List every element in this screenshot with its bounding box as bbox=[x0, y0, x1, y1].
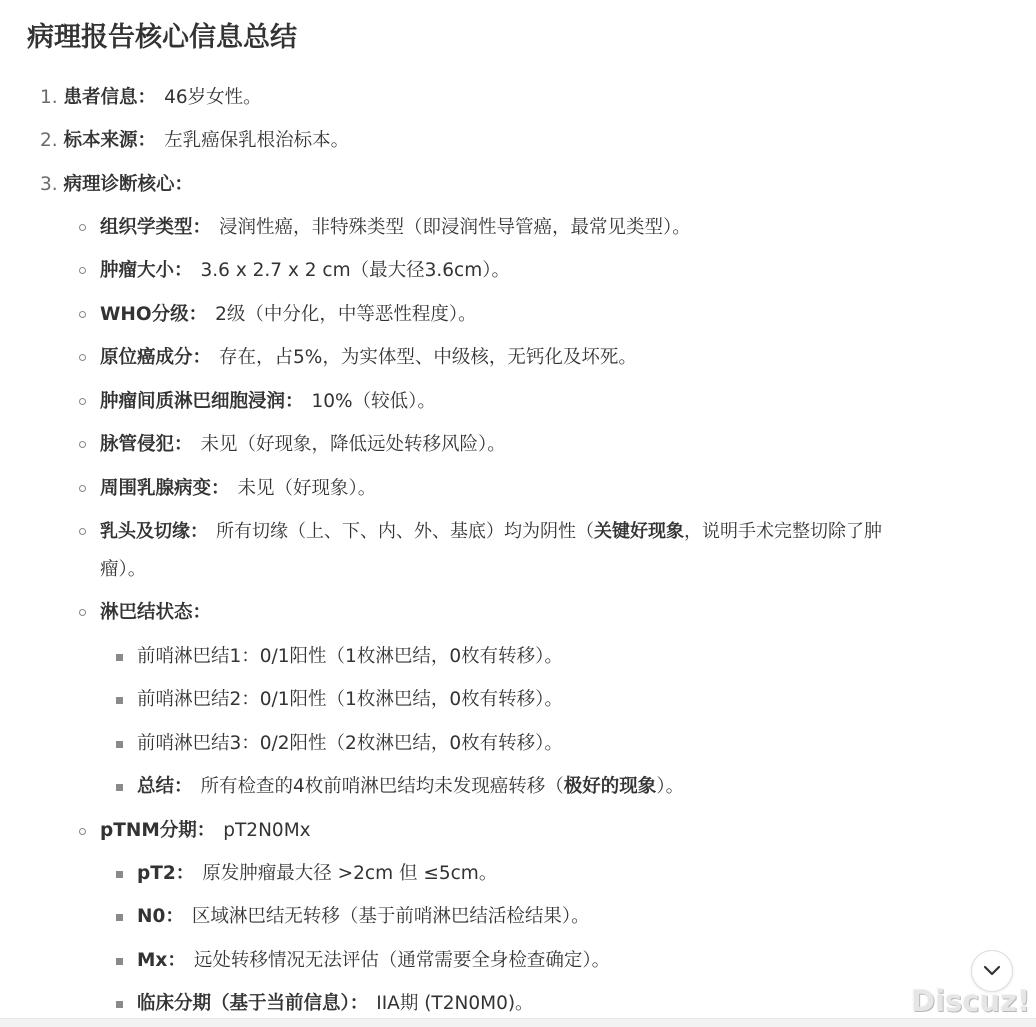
list-item-specimen bbox=[40, 127, 349, 155]
item-label: 原位癌成分： bbox=[100, 347, 212, 368]
item-label: pTNM分期： bbox=[100, 820, 216, 841]
item-emphasis: 关键好现象 bbox=[594, 521, 684, 542]
bullet-square-icon bbox=[116, 654, 123, 661]
bullet-square-icon bbox=[116, 871, 123, 878]
item-text: 瘤）。 bbox=[100, 559, 147, 580]
list-item-diagnosis bbox=[40, 171, 193, 199]
bullet-circle-icon bbox=[79, 354, 86, 361]
list-item-n0 bbox=[137, 903, 590, 931]
item-text: ，说明手术完整切除了肿 bbox=[684, 521, 882, 542]
list-item-histology bbox=[100, 214, 691, 242]
item-text: 前哨淋巴结2：0/1阳性（1枚淋巴结，0枚有转移）。 bbox=[137, 689, 563, 710]
bullet-circle-icon bbox=[79, 398, 86, 405]
item-label: 乳头及切缘： bbox=[100, 521, 208, 542]
item-text: 浸润性癌，非特殊类型（即浸润性导管癌，最常见类型）。 bbox=[219, 217, 691, 238]
list-item-margin bbox=[100, 518, 882, 546]
item-text: IIA期 (T2N0M0)。 bbox=[376, 993, 534, 1014]
item-label: WHO分级： bbox=[100, 304, 208, 325]
item-label: 临床分期（基于当前信息）： bbox=[137, 993, 369, 1014]
list-item-insitu bbox=[100, 344, 637, 372]
bullet-circle-icon bbox=[79, 609, 86, 616]
discuz-watermark: Discuz! bbox=[911, 984, 1031, 1018]
item-text: 前哨淋巴结3：0/2阳性（2枚淋巴结，0枚有转移）。 bbox=[137, 733, 563, 754]
item-label: pT2： bbox=[137, 863, 195, 884]
item-label: N0： bbox=[137, 906, 184, 927]
list-item-ptnm bbox=[100, 817, 311, 845]
item-text: 前哨淋巴结1：0/1阳性（1枚淋巴结，0枚有转移）。 bbox=[137, 646, 563, 667]
list-item-node-summary bbox=[137, 773, 684, 801]
list-item-margin-continued bbox=[100, 556, 146, 584]
item-label: 病理诊断核心： bbox=[63, 174, 194, 195]
item-text: 3.6 x 2.7 x 2 cm（最大径3.6cm）。 bbox=[200, 260, 510, 281]
list-number: 1. bbox=[40, 87, 58, 108]
list-number: 3. bbox=[40, 174, 58, 195]
item-label: 肿瘤大小： bbox=[100, 260, 193, 281]
item-text: pT2N0Mx bbox=[223, 820, 311, 841]
bullet-circle-icon bbox=[79, 828, 86, 835]
item-text: ）。 bbox=[656, 776, 685, 797]
bullet-circle-icon bbox=[79, 267, 86, 274]
item-emphasis: 极好的现象 bbox=[563, 776, 657, 797]
item-label: 肿瘤间质淋巴细胞浸润： bbox=[100, 391, 304, 412]
bullet-square-icon bbox=[116, 741, 123, 748]
item-text: 2级（中分化，中等恶性程度）。 bbox=[215, 304, 477, 325]
item-text: 区域淋巴结无转移（基于前哨淋巴结活检结果）。 bbox=[191, 906, 590, 927]
item-text: 存在，占5%，为实体型、中级核，无钙化及坏死。 bbox=[219, 347, 637, 368]
list-item-lvi bbox=[100, 431, 506, 459]
item-text: 所有切缘（上、下、内、外、基底）均为阴性（ bbox=[216, 521, 594, 542]
item-label: 组织学类型： bbox=[100, 217, 212, 238]
list-item-pt2 bbox=[137, 860, 497, 888]
item-label: 标本来源： bbox=[63, 130, 157, 151]
list-item-node-2 bbox=[137, 686, 563, 714]
item-label: 患者信息： bbox=[63, 87, 157, 108]
bullet-circle-icon bbox=[79, 441, 86, 448]
bullet-circle-icon bbox=[79, 224, 86, 231]
item-text: 原发肿瘤最大径 >2cm 但 ≤5cm。 bbox=[202, 863, 498, 884]
item-label: 脉管侵犯： bbox=[100, 434, 193, 455]
bullet-circle-icon bbox=[79, 311, 86, 318]
item-text: 左乳癌保乳根治标本。 bbox=[164, 130, 350, 151]
bullet-circle-icon bbox=[79, 485, 86, 492]
list-item-clinical-stage bbox=[137, 990, 534, 1018]
list-item-lymph bbox=[100, 599, 211, 627]
bullet-circle-icon bbox=[79, 528, 86, 535]
item-label: 总结： bbox=[137, 776, 193, 797]
list-item-who-grade bbox=[100, 301, 477, 329]
item-label: 淋巴结状态： bbox=[100, 602, 212, 623]
list-number: 2. bbox=[40, 130, 58, 151]
list-item-surround bbox=[100, 475, 376, 503]
page-title: 病理报告核心信息总结 bbox=[27, 22, 297, 53]
item-text: 未见（好现象，降低远处转移风险）。 bbox=[200, 434, 506, 455]
list-item-til bbox=[100, 388, 436, 416]
item-text: 10%（较低）。 bbox=[311, 391, 436, 412]
list-item-size bbox=[100, 257, 510, 285]
bullet-square-icon bbox=[116, 784, 123, 791]
item-label: Mx： bbox=[137, 950, 186, 971]
list-item-node-1 bbox=[137, 643, 563, 671]
chevron-down-icon bbox=[983, 965, 1001, 977]
item-text: 所有检查的4枚前哨淋巴结均未发现癌转移（ bbox=[200, 776, 564, 797]
item-label: 周围乳腺病变： bbox=[100, 478, 230, 499]
item-text: 46岁女性。 bbox=[164, 87, 262, 108]
bullet-square-icon bbox=[116, 1001, 123, 1008]
item-text: 未见（好现象）。 bbox=[237, 478, 377, 499]
list-item-mx bbox=[137, 947, 610, 975]
list-item-patient bbox=[40, 84, 262, 112]
bullet-square-icon bbox=[116, 958, 123, 965]
list-item-node-3 bbox=[137, 730, 563, 758]
bullet-square-icon bbox=[116, 697, 123, 704]
bullet-square-icon bbox=[116, 914, 123, 921]
item-text: 远处转移情况无法评估（通常需要全身检查确定）。 bbox=[193, 950, 611, 971]
